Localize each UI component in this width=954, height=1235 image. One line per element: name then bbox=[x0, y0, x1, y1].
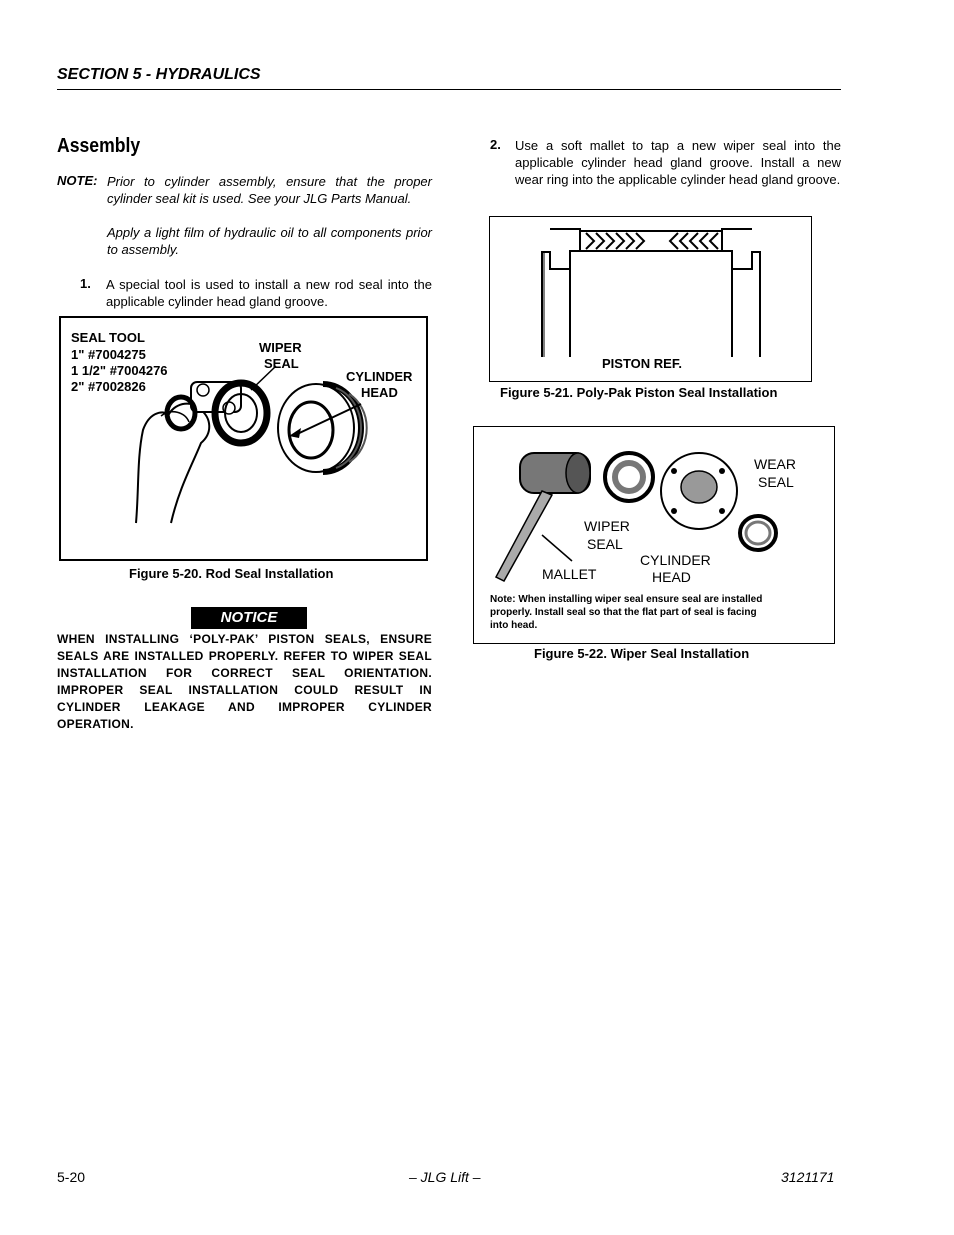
step-1-number: 1. bbox=[80, 276, 91, 291]
fig22-wiper-label-1: WIPER bbox=[584, 518, 630, 534]
fig22-cylinder-label-2: HEAD bbox=[652, 569, 691, 585]
step-2-text: Use a soft mallet to tap a new wiper seal into the applicable cylinder head gland groove. Install a new wear ring into the applicable cylinder head gland groove. bbox=[515, 138, 841, 187]
rod-seal-illustration bbox=[61, 318, 426, 559]
fig20-part-2: 1 1/2" #7004276 bbox=[71, 363, 168, 378]
fig20-cylinder-label-1: CYLINDER bbox=[346, 369, 413, 384]
wiper-seal-illustration bbox=[474, 427, 834, 643]
note-text-1: Prior to cylinder assembly, ensure that the proper cylinder seal kit is used. See your JLG Parts Manual. bbox=[107, 174, 432, 206]
fig20-wiper-label-2: SEAL bbox=[264, 356, 299, 371]
fig22-note-line-1: Note: When installing wiper seal ensure seal are installed bbox=[490, 594, 763, 605]
step-1-text: A special tool is used to install a new rod seal into the applicable cylinder head gland groove. bbox=[106, 277, 432, 309]
header-rule bbox=[57, 89, 841, 90]
fig22-wear-label-1: WEAR bbox=[754, 456, 796, 472]
notice-badge: NOTICE bbox=[191, 607, 307, 629]
figure-21-caption: Figure 5-21. Poly-Pak Piston Seal Installation bbox=[500, 385, 778, 400]
fig22-wear-label-2: SEAL bbox=[758, 474, 794, 490]
footer-center: – JLG Lift – bbox=[409, 1169, 481, 1185]
fig20-cylinder-label-2: HEAD bbox=[361, 385, 398, 400]
fig22-note-line-3: into head. bbox=[490, 620, 538, 631]
fig22-wiper-label-2: SEAL bbox=[587, 536, 623, 552]
section-header: SECTION 5 - HYDRAULICS bbox=[57, 66, 261, 83]
fig20-part-3: 2" #7002826 bbox=[71, 379, 146, 394]
note-label: NOTE: bbox=[57, 173, 98, 188]
figure-22-caption: Figure 5-22. Wiper Seal Installation bbox=[534, 646, 750, 661]
fig22-note-line-2: properly. Install seal so that the flat part of seal is facing bbox=[490, 607, 757, 618]
figure-rod-seal bbox=[59, 316, 428, 561]
notice-text: WHEN INSTALLING ‘POLY-PAK’ PISTON SEALS, ENSURE SEALS ARE INSTALLED PROPERLY. REFER TO WIPER SEAL INSTALLATION FOR CORRECT SEAL ORIENTATION. IMPROPER SEAL INSTALLATION COULD RESULT IN CYLINDER LEAKAGE AND IMPROPER CYLINDER OPERATION. bbox=[57, 632, 432, 731]
fig20-wiper-label-1: WIPER bbox=[259, 340, 302, 355]
piston-seal-illustration bbox=[490, 217, 811, 381]
page-heading: Assembly bbox=[57, 135, 141, 157]
note-text-2: Apply a light film of hydraulic oil to all components prior to assembly. bbox=[107, 225, 432, 257]
fig20-part-1: 1" #7004275 bbox=[71, 347, 146, 362]
fig22-mallet-label: MALLET bbox=[542, 566, 597, 582]
fig21-piston-ref-label: PISTON REF. bbox=[602, 356, 682, 371]
footer-doc-number: 3121171 bbox=[781, 1169, 835, 1185]
figure-wiper-seal bbox=[473, 426, 835, 644]
figure-piston-seal bbox=[489, 216, 812, 382]
footer-page-number: 5-20 bbox=[57, 1169, 86, 1185]
figure-20-caption: Figure 5-20. Rod Seal Installation bbox=[129, 566, 334, 581]
step-2-number: 2. bbox=[490, 137, 501, 152]
fig20-seal-tool-label: SEAL TOOL bbox=[71, 330, 145, 345]
fig22-cylinder-label-1: CYLINDER bbox=[640, 552, 711, 568]
